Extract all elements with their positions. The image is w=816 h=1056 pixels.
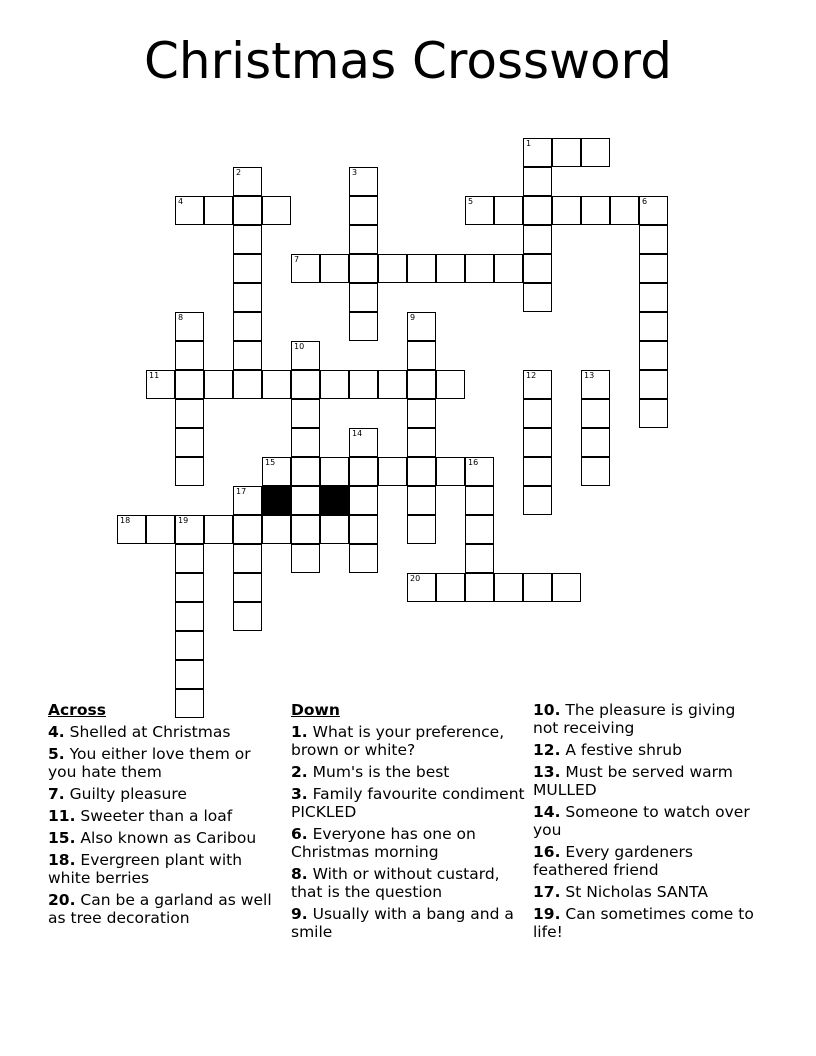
clue-number: 6	[642, 197, 648, 206]
clue-number: 2	[236, 168, 242, 177]
clue-item	[291, 825, 531, 861]
clue-number: 2.	[291, 763, 308, 781]
grid-cell[interactable]	[175, 341, 204, 370]
grid-cell[interactable]	[175, 631, 204, 660]
clue-text: What is your preference, brown or white?	[291, 723, 505, 759]
clue-number: 17.	[533, 883, 561, 901]
grid-cell[interactable]	[233, 486, 262, 515]
grid-cell[interactable]	[407, 457, 436, 486]
black-square	[262, 486, 291, 515]
grid-cell[interactable]	[552, 573, 581, 602]
clue-text: Mum's is the best	[312, 763, 450, 781]
grid-cell[interactable]	[175, 602, 204, 631]
clue-text: You either love them or you hate them	[48, 745, 251, 781]
clue-text: Every gardeners feathered friend	[533, 843, 694, 879]
grid-cell[interactable]	[233, 254, 262, 283]
clue-number: 4	[178, 197, 184, 206]
grid-cell[interactable]	[523, 167, 552, 196]
clue-number: 5	[468, 197, 474, 206]
across-heading: Across	[48, 701, 106, 719]
grid-cell[interactable]	[262, 370, 291, 399]
grid-cell[interactable]	[639, 283, 668, 312]
grid-cell[interactable]	[523, 457, 552, 486]
down-heading: Down	[291, 701, 340, 719]
grid-cell[interactable]	[349, 486, 378, 515]
clue-number: 9	[410, 313, 416, 322]
grid-cell[interactable]	[494, 254, 523, 283]
clue-item	[291, 763, 531, 781]
clue-number: 20.	[48, 891, 76, 909]
clue-number: 14.	[533, 803, 561, 821]
grid-cell[interactable]	[262, 515, 291, 544]
clue-number: 8	[178, 313, 184, 322]
clue-number: 18	[120, 516, 131, 525]
grid-cell[interactable]	[349, 254, 378, 283]
grid-cell[interactable]	[581, 399, 610, 428]
clue-item	[533, 701, 763, 737]
clue-number: 1	[526, 139, 532, 148]
clue-item	[533, 883, 763, 901]
clue-item	[533, 843, 763, 879]
clue-text: Evergreen plant with white berries	[48, 851, 243, 887]
grid-cell[interactable]	[320, 370, 349, 399]
clue-number: 10	[294, 342, 305, 351]
grid-cell[interactable]	[349, 225, 378, 254]
clue-number: 4.	[48, 723, 65, 741]
grid-cell[interactable]	[349, 167, 378, 196]
grid-cell[interactable]	[204, 370, 233, 399]
clue-item	[291, 905, 531, 941]
page-title: Christmas Crossword	[144, 32, 672, 90]
grid-cell[interactable]	[175, 660, 204, 689]
grid-cell[interactable]	[291, 370, 320, 399]
grid-cell[interactable]	[291, 428, 320, 457]
grid-cell[interactable]	[349, 544, 378, 573]
grid-cell[interactable]	[233, 341, 262, 370]
down-clues-continued	[533, 701, 763, 945]
clue-text: Usually with a bang and a smile	[291, 905, 514, 941]
clue-item	[533, 741, 763, 759]
clue-number: 15	[265, 458, 276, 467]
grid-cell[interactable]	[407, 312, 436, 341]
clue-item	[533, 763, 763, 799]
clue-number: 14	[352, 429, 363, 438]
grid-cell[interactable]	[465, 457, 494, 486]
grid-cell[interactable]	[407, 399, 436, 428]
clue-text: Family favourite condiment PICKLED	[291, 785, 525, 821]
clue-number: 16.	[533, 843, 561, 861]
clue-text: Also known as Caribou	[80, 829, 257, 847]
grid-cell[interactable]	[349, 283, 378, 312]
grid-cell[interactable]	[233, 312, 262, 341]
grid-cell[interactable]	[436, 457, 465, 486]
grid-cell[interactable]	[523, 370, 552, 399]
grid-cell[interactable]	[523, 428, 552, 457]
grid-cell[interactable]	[233, 370, 262, 399]
grid-cell[interactable]	[291, 341, 320, 370]
grid-cell[interactable]	[291, 544, 320, 573]
grid-cell[interactable]	[175, 312, 204, 341]
clue-number: 11	[149, 371, 160, 380]
clue-number: 10.	[533, 701, 561, 719]
grid-cell[interactable]	[465, 196, 494, 225]
grid-cell[interactable]	[407, 370, 436, 399]
grid-cell[interactable]	[436, 370, 465, 399]
grid-cell[interactable]	[146, 515, 175, 544]
grid-cell[interactable]	[639, 254, 668, 283]
clue-number: 5.	[48, 745, 65, 763]
clue-text: Shelled at Christmas	[69, 723, 231, 741]
grid-cell[interactable]	[146, 370, 175, 399]
grid-cell[interactable]	[291, 486, 320, 515]
grid-cell[interactable]	[523, 138, 552, 167]
grid-cell[interactable]	[349, 196, 378, 225]
grid-cell[interactable]	[233, 283, 262, 312]
grid-cell[interactable]	[407, 573, 436, 602]
grid-cell[interactable]	[581, 457, 610, 486]
grid-cell[interactable]	[465, 544, 494, 573]
grid-cell[interactable]	[349, 312, 378, 341]
grid-cell[interactable]	[494, 196, 523, 225]
grid-cell[interactable]	[581, 428, 610, 457]
clue-item	[48, 807, 273, 825]
clue-item	[291, 723, 531, 759]
clue-text: A festive shrub	[565, 741, 682, 759]
grid-cell[interactable]	[523, 486, 552, 515]
clue-item	[533, 803, 763, 839]
grid-cell[interactable]	[639, 312, 668, 341]
grid-cell[interactable]	[639, 225, 668, 254]
clue-item	[48, 723, 273, 741]
clue-text: Someone to watch over you	[533, 803, 750, 839]
clue-number: 8.	[291, 865, 308, 883]
grid-cell[interactable]	[291, 457, 320, 486]
grid-cell[interactable]	[291, 254, 320, 283]
grid-cell[interactable]	[465, 515, 494, 544]
grid-cell[interactable]	[639, 196, 668, 225]
clue-number: 17	[236, 487, 247, 496]
grid-cell[interactable]	[523, 254, 552, 283]
clue-number: 15.	[48, 829, 76, 847]
grid-cell[interactable]	[262, 196, 291, 225]
grid-cell[interactable]	[233, 573, 262, 602]
clue-text: Guilty pleasure	[69, 785, 187, 803]
grid-cell[interactable]	[407, 341, 436, 370]
grid-cell[interactable]	[175, 196, 204, 225]
grid-cell[interactable]	[320, 515, 349, 544]
grid-cell[interactable]	[175, 370, 204, 399]
grid-cell[interactable]	[523, 225, 552, 254]
clue-text: St Nicholas SANTA	[565, 883, 708, 901]
grid-cell[interactable]	[175, 515, 204, 544]
grid-cell[interactable]	[436, 573, 465, 602]
grid-cell[interactable]	[233, 225, 262, 254]
clue-number: 3.	[291, 785, 308, 803]
clue-item	[291, 865, 531, 901]
grid-cell[interactable]	[349, 457, 378, 486]
grid-cell[interactable]	[378, 370, 407, 399]
grid-cell[interactable]	[581, 138, 610, 167]
clue-number: 12.	[533, 741, 561, 759]
grid-cell[interactable]	[523, 399, 552, 428]
grid-cell[interactable]	[378, 254, 407, 283]
grid-cell[interactable]	[407, 515, 436, 544]
clue-number: 1.	[291, 723, 308, 741]
grid-cell[interactable]	[349, 428, 378, 457]
clue-number: 6.	[291, 825, 308, 843]
grid-cell[interactable]	[175, 428, 204, 457]
grid-cell[interactable]	[175, 573, 204, 602]
grid-cell[interactable]	[175, 544, 204, 573]
grid-cell[interactable]	[465, 486, 494, 515]
grid-cell[interactable]	[639, 399, 668, 428]
clue-item	[48, 851, 273, 887]
across-clues	[48, 701, 273, 931]
grid-cell[interactable]	[233, 544, 262, 573]
grid-cell[interactable]	[639, 370, 668, 399]
down-clues	[291, 701, 531, 945]
clue-text: Must be served warm MULLED	[533, 763, 733, 799]
grid-cell[interactable]	[407, 428, 436, 457]
grid-cell[interactable]	[320, 457, 349, 486]
clue-item	[48, 829, 273, 847]
grid-cell[interactable]	[581, 370, 610, 399]
grid-cell[interactable]	[291, 515, 320, 544]
grid-cell[interactable]	[639, 341, 668, 370]
grid-cell[interactable]	[175, 399, 204, 428]
clue-text: With or without custard, that is the question	[291, 865, 500, 901]
clue-number: 13	[584, 371, 595, 380]
grid-cell[interactable]	[552, 196, 581, 225]
clue-number: 7	[294, 255, 300, 264]
grid-cell[interactable]	[407, 254, 436, 283]
grid-cell[interactable]	[204, 515, 233, 544]
grid-cell[interactable]	[523, 283, 552, 312]
clue-text: Sweeter than a loaf	[80, 807, 233, 825]
clue-item	[48, 785, 273, 803]
grid-cell[interactable]	[378, 457, 407, 486]
clue-number: 18.	[48, 851, 76, 869]
grid-cell[interactable]	[436, 254, 465, 283]
clue-text: The pleasure is giving not receiving	[533, 701, 736, 737]
grid-cell[interactable]	[204, 196, 233, 225]
grid-cell[interactable]	[407, 486, 436, 515]
clue-number: 19.	[533, 905, 561, 923]
clue-item	[291, 785, 531, 821]
black-square	[320, 486, 349, 515]
grid-cell[interactable]	[523, 196, 552, 225]
clue-item	[48, 891, 273, 927]
grid-cell[interactable]	[320, 254, 349, 283]
grid-cell[interactable]	[349, 370, 378, 399]
clue-item	[533, 905, 763, 941]
clue-number: 13.	[533, 763, 561, 781]
grid-cell[interactable]	[262, 457, 291, 486]
clue-text: Can be a garland as well as tree decoration	[48, 891, 272, 927]
grid-cell[interactable]	[465, 254, 494, 283]
clue-text: Everyone has one on Christmas morning	[291, 825, 476, 861]
grid-cell[interactable]	[291, 399, 320, 428]
grid-cell[interactable]	[552, 138, 581, 167]
clue-number: 9.	[291, 905, 308, 923]
clue-number: 16	[468, 458, 479, 467]
clue-number: 7.	[48, 785, 65, 803]
clue-number: 19	[178, 516, 189, 525]
grid-cell[interactable]	[175, 457, 204, 486]
grid-cell[interactable]	[349, 515, 378, 544]
grid-cell[interactable]	[233, 602, 262, 631]
grid-cell[interactable]	[233, 167, 262, 196]
grid-cell[interactable]	[465, 573, 494, 602]
clue-text: Can sometimes come to life!	[533, 905, 754, 941]
grid-cell[interactable]	[523, 573, 552, 602]
clue-item	[48, 745, 273, 781]
clue-number: 11.	[48, 807, 76, 825]
grid-cell[interactable]	[610, 196, 639, 225]
grid-cell[interactable]	[117, 515, 146, 544]
grid-cell[interactable]	[494, 573, 523, 602]
clue-number: 3	[352, 168, 358, 177]
grid-cell[interactable]	[581, 196, 610, 225]
grid-cell[interactable]	[233, 515, 262, 544]
clue-number: 20	[410, 574, 421, 583]
grid-cell[interactable]	[233, 196, 262, 225]
clue-number: 12	[526, 371, 537, 380]
